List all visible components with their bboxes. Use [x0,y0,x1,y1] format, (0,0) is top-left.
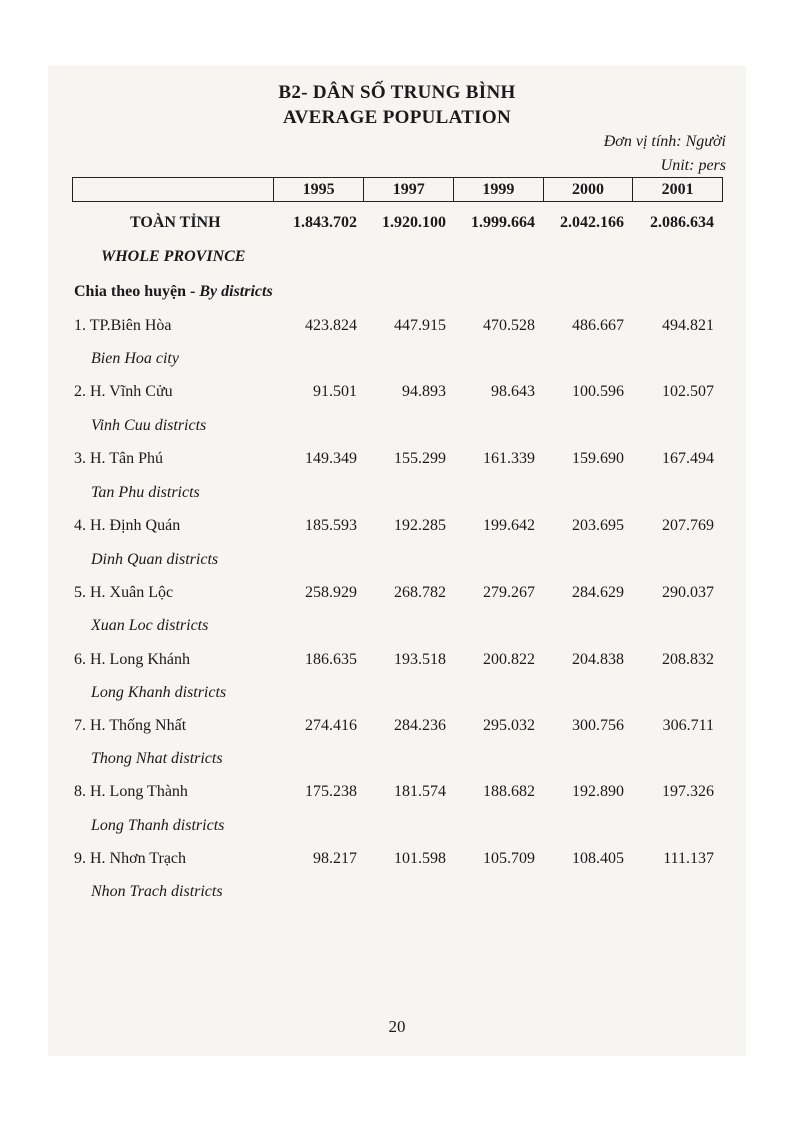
total-row-english [0,248,794,274]
total-label-vietnamese: TOÀN TỈNH [130,214,221,231]
district-row [0,717,794,743]
year-header-1997: 1997 [364,178,454,202]
district-name-english: Nhon Trach districts [91,883,223,900]
district-row-english [0,350,794,376]
district-name-english: Thong Nhat districts [91,750,223,767]
district-row [0,584,794,610]
year-header-2001: 2001 [633,178,723,202]
total-value: 1.920.100 [382,214,446,231]
year-header-1995: 1995 [273,178,364,202]
district-value: 188.682 [483,783,535,800]
section-heading-vietnamese: Chia theo huyện - [74,283,200,300]
district-value: 274.416 [305,717,357,734]
district-value: 423.824 [305,317,357,334]
district-name-english: Vinh Cuu districts [91,417,207,434]
district-value: 295.032 [483,717,535,734]
district-value: 175.238 [305,783,357,800]
district-name-vietnamese: 9. H. Nhơn Trạch [74,850,187,867]
district-value: 207.769 [662,517,714,534]
district-value: 101.598 [394,850,446,867]
district-name-english: Dinh Quan districts [91,551,219,568]
district-value: 167.494 [662,450,714,467]
district-name-vietnamese: 3. H. Tân Phú [74,450,164,467]
table-title-vietnamese: B2- DÂN SỐ TRUNG BÌNH [278,82,516,103]
total-value: 1.843.702 [293,214,357,231]
district-value: 470.528 [483,317,535,334]
district-value: 111.137 [663,850,714,867]
district-row-english [0,684,794,710]
district-value: 161.339 [483,450,535,467]
district-value: 91.501 [313,383,357,400]
unit-label-vietnamese: Đơn vị tính: Người [603,133,726,150]
district-value: 486.667 [572,317,624,334]
district-row-english [0,617,794,643]
district-row [0,850,794,876]
district-name-vietnamese: 7. H. Thống Nhất [74,717,187,734]
district-value: 155.299 [394,450,446,467]
section-heading-english: By districts [199,283,273,300]
district-value: 199.642 [483,517,535,534]
header-label-cell [73,178,274,202]
district-name-vietnamese: 2. H. Vĩnh Cửu [74,383,173,400]
district-value: 94.893 [402,383,446,400]
page-number: 20 [388,1017,406,1036]
district-name-english: Xuan Loc districts [91,617,209,634]
year-header-1999: 1999 [454,178,544,202]
district-value: 208.832 [662,651,714,668]
district-name-english: Tan Phu districts [91,484,200,501]
district-value: 192.285 [394,517,446,534]
district-value: 204.838 [572,651,624,668]
district-value: 102.507 [662,383,714,400]
district-name-english: Long Thanh districts [91,817,225,834]
district-value: 105.709 [483,850,535,867]
district-value: 268.782 [394,584,446,601]
district-value: 200.822 [483,651,535,668]
district-name-english: Long Khanh districts [91,684,227,701]
district-row [0,383,794,409]
district-value: 197.326 [662,783,714,800]
district-value: 300.756 [572,717,624,734]
unit-label-english: Unit: pers [660,157,726,174]
district-row [0,317,794,343]
district-value: 98.217 [313,850,357,867]
district-row [0,783,794,809]
district-row-english [0,883,794,909]
district-row [0,517,794,543]
district-name-vietnamese: 6. H. Long Khánh [74,651,190,668]
district-value: 100.596 [572,383,624,400]
district-value: 193.518 [394,651,446,668]
district-row-english [0,484,794,510]
district-value: 98.643 [491,383,535,400]
table-title-english: AVERAGE POPULATION [283,107,511,128]
district-value: 159.690 [572,450,624,467]
district-row-english [0,417,794,443]
district-name-vietnamese: 8. H. Long Thành [74,783,188,800]
district-value: 258.929 [305,584,357,601]
district-value: 108.405 [572,850,624,867]
district-value: 186.635 [305,651,357,668]
district-name-english: Bien Hoa city [91,350,179,367]
year-header-2000: 2000 [543,178,633,202]
column-header-table [72,177,723,202]
district-row-english [0,817,794,843]
section-heading [0,283,794,309]
district-name-vietnamese: 1. TP.Biên Hòa [74,317,172,334]
district-name-vietnamese: 5. H. Xuân Lộc [74,584,174,601]
total-value: 1.999.664 [471,214,535,231]
district-value: 290.037 [662,584,714,601]
district-value: 284.629 [572,584,624,601]
district-row-english [0,750,794,776]
district-value: 279.267 [483,584,535,601]
district-value: 149.349 [305,450,357,467]
district-value: 306.711 [662,717,714,734]
district-value: 181.574 [394,783,446,800]
district-value: 447.915 [394,317,446,334]
total-label-english: WHOLE PROVINCE [101,248,246,265]
district-row [0,651,794,677]
total-value: 2.042.166 [560,214,624,231]
district-row [0,450,794,476]
district-row-english [0,551,794,577]
total-row [0,214,794,240]
district-value: 185.593 [305,517,357,534]
district-value: 192.890 [572,783,624,800]
district-name-vietnamese: 4. H. Định Quán [74,517,181,534]
district-value: 284.236 [394,717,446,734]
district-value: 494.821 [662,317,714,334]
district-value: 203.695 [572,517,624,534]
total-value: 2.086.634 [650,214,714,231]
